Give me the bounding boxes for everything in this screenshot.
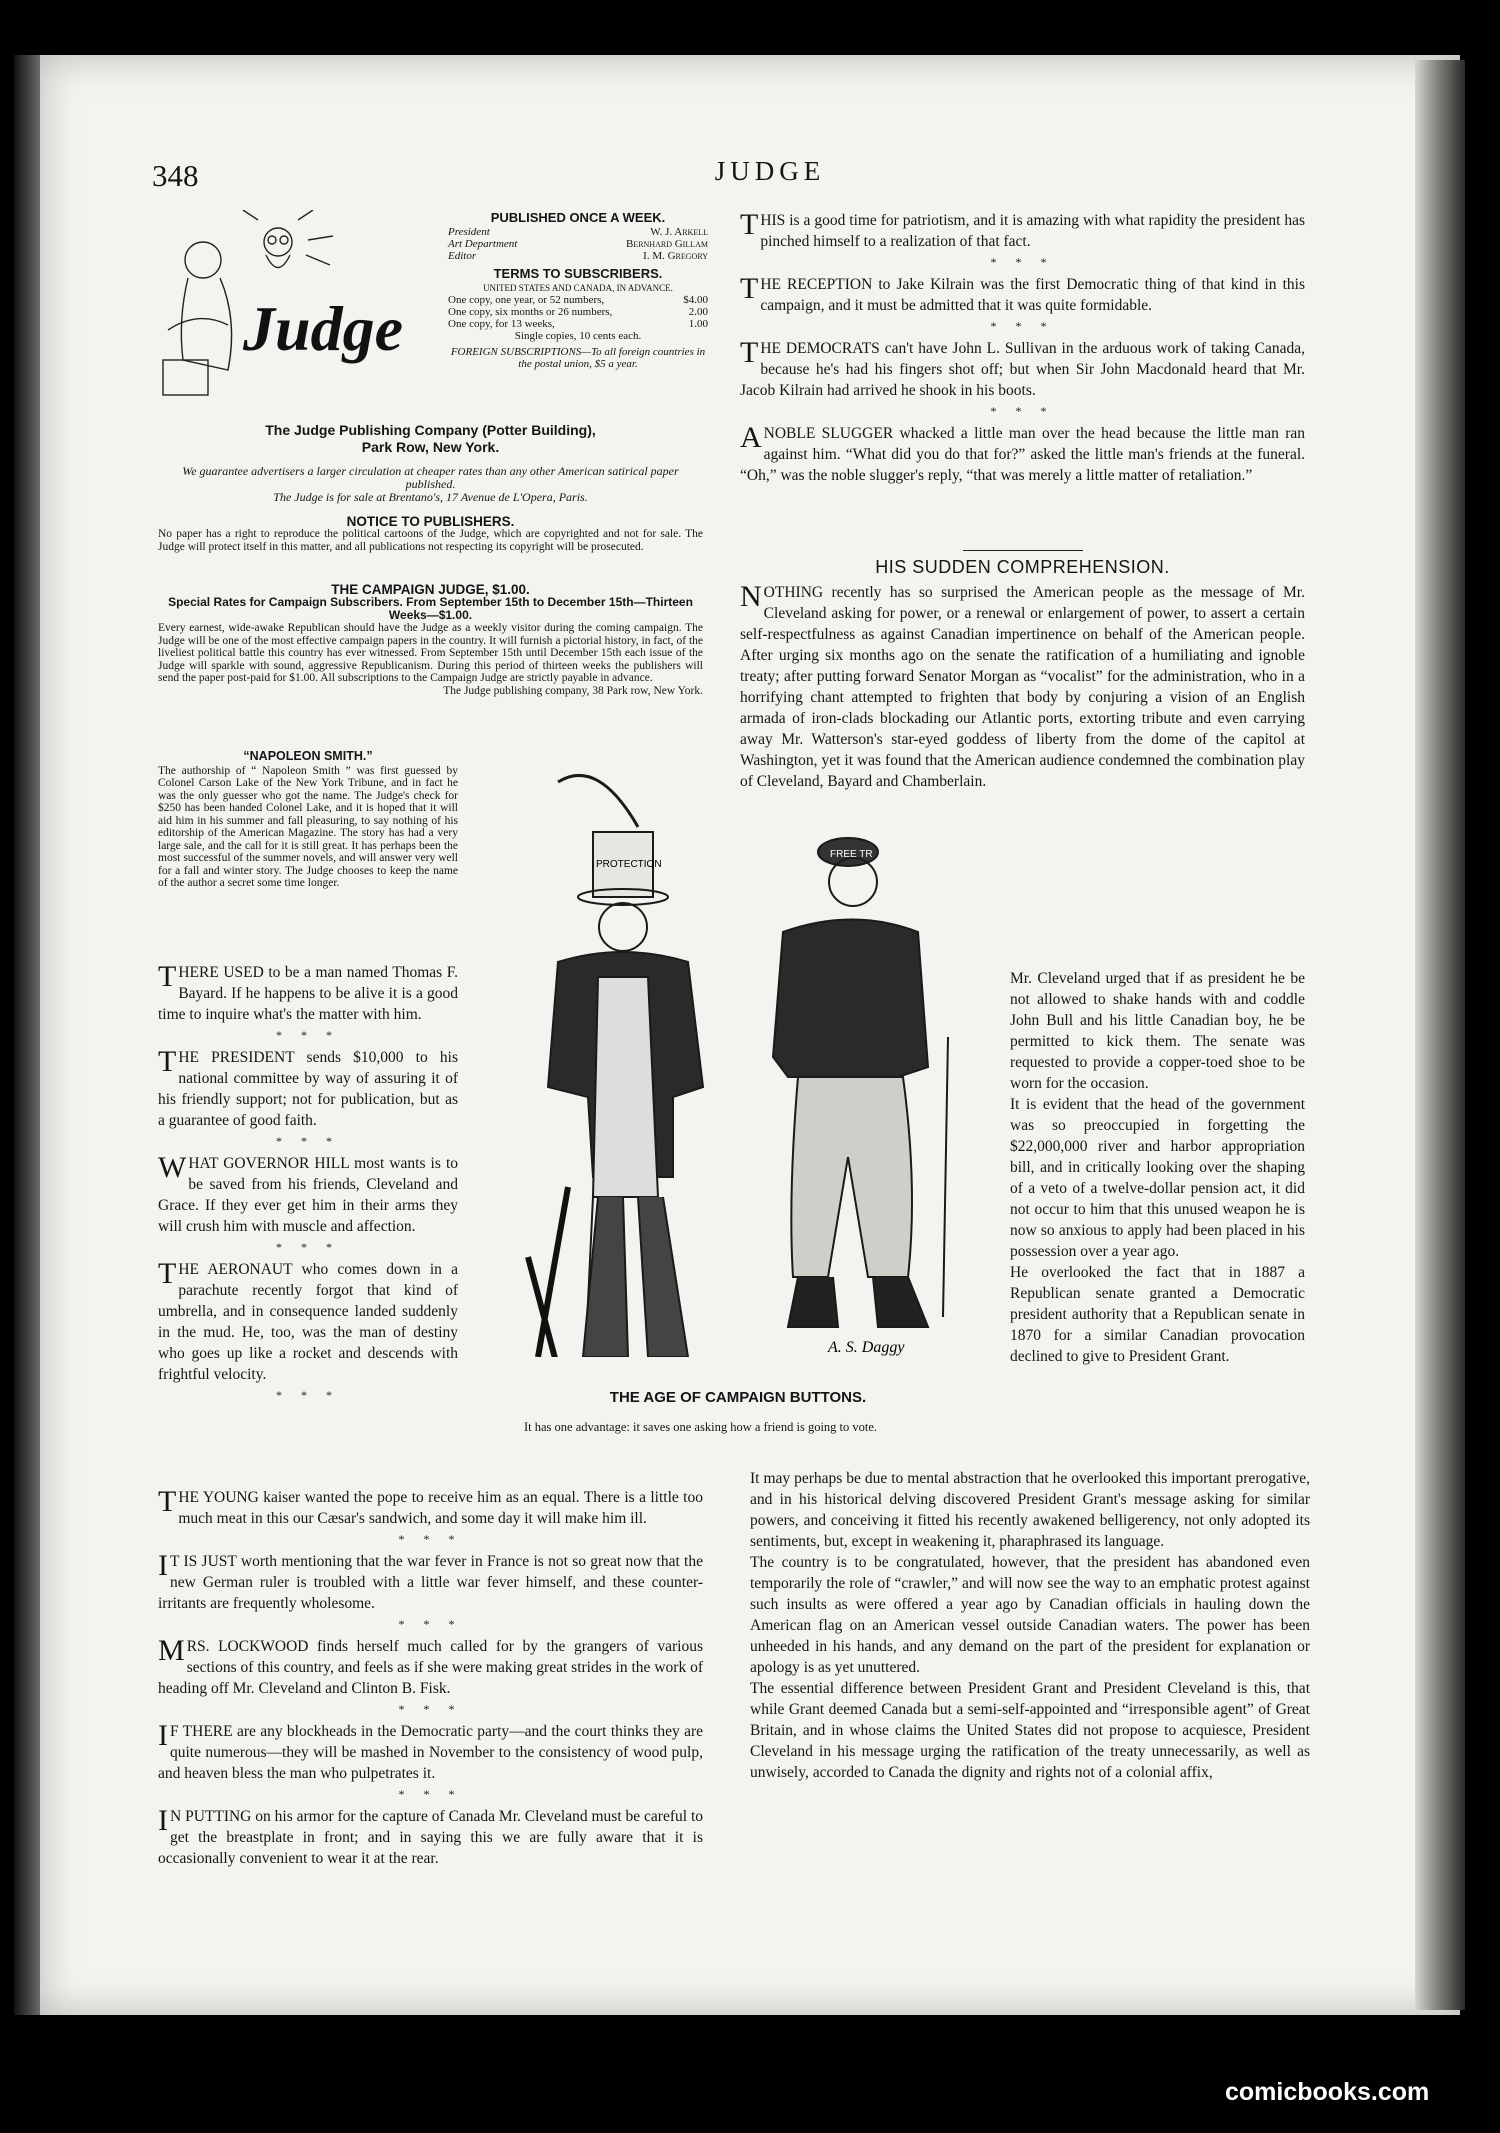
news-item: WHAT GOVERNOR HILL most wants is to be saved from his friends, Cleveland and Grace. If they ever get him in their arms they will crush him with muscle and affection. (158, 1151, 458, 1235)
company-name: The Judge Publishing Company (Potter Building), (265, 422, 596, 438)
published-heading: PUBLISHED ONCE A WEEK. (490, 210, 666, 225)
divider-stars: * * * (398, 1702, 463, 1716)
article-para-1: NOTHING recently has so surprised the American people as the message of Mr. Cleveland asking for power, or a renewal or enlargement of power, to assert a certain self-respectfulness as against Canadian impertinence on behalf of the American people. After urging six months ago on the senate the ratification of a humiliating and ignoble treaty; after putting forward Senator Morgan as “vocalist” for the administration, who in a horrifying chant attempted to frighten that body by conjuring a vision of an English armada of iron-clads blockading our Atlantic ports, extorting tribute and even carrying away Mr. Watterson's star-eyed goddess of liberty from the dome of the capitol at Washington, yet it was found that the American audience condemned the combination play of Cleveland, Bayard and Chamberlain. (740, 580, 1305, 790)
napoleon-text: The authorship of “ Napoleon Smith ” was first guessed by Colonel Carson Lake of the New York Tribune, and in fact he was the only guesser who got the name. The Judge's check for $250 has been handed Colonel Lake, and it is hoped that it will aid him in his summer and fall pleasuring, to say nothing of his editorship of the American Magazine. The story has had a very large sale, and the call for it is still great. It has perhaps been the most successful of the summer novels, and will answer very well for a fall and winter story. The Judge chooses to keep the name of the author a secret some time longer. (158, 764, 458, 889)
campaign-heading: THE CAMPAIGN JUDGE, $1.00. (331, 582, 530, 597)
article-continued-narrow (1010, 968, 1305, 1367)
divider-stars: * * * (990, 255, 1055, 269)
terms-heading: TERMS TO SUBSCRIBERS. (493, 266, 663, 281)
divider-stars: * * * (398, 1532, 463, 1546)
news-item: THE YOUNG kaiser wanted the pope to receive him as an equal. There is a little too much meat in this our Cæsar's sandwich, and some day it will make him ill. (158, 1485, 703, 1527)
logo-wordmark: Judge (243, 293, 403, 364)
article-para-6: The country is to be congratulated, however, that the president has abandoned even temporarily the role of “crawler,” and will now see the way to an emphatic protest against such insults as were offered a year ago by Canadian officials in hauling down the American flag on an American vessel outside Canadian waters. The power has been unheeded in his hands, and any demand on the part of the president for explanation or apology is as yet unuttered. (750, 1554, 1310, 1676)
notice-section (158, 515, 703, 553)
page-binding-shadow (14, 55, 40, 2015)
hat-left-label: PROTECTION (596, 859, 662, 870)
single-copies: Single copies, 10 cents each. (514, 330, 642, 342)
news-item: I N PUTTING on his armor for the capture of Canada Mr. Cleveland must be careful to get the breastplate in front; and in saying this we are fully aware that it is occasionally convenient to wear it at the rear. (158, 1804, 703, 1867)
site-watermark: comicbooks.com (1225, 2078, 1430, 2106)
news-item: MRS. LOCKWOOD finds herself much called for by the grangers of various sections of this country, and feels as if she were making great strides in the work of heading off Mr. Cleveland and Clinton B. Fisk. (158, 1634, 703, 1697)
campaign-section (158, 583, 703, 697)
left-paragraphs (158, 962, 458, 1407)
article-para-3: It is evident that the head of the government was so preoccupied in forgetting the $22,000,000 river and harbor appropriation bill, and in critically looking over the shaping of a veto of a twelve-dollar pension act, it did not occur to him that this unused weapon he is now so anxious to apply had been placed in his possession over a year ago. (1010, 1096, 1305, 1260)
divider-stars: * * * (398, 1617, 463, 1631)
campaign-sign: The Judge publishing company, 38 Park row, New York. (443, 684, 703, 697)
divider-stars: * * * (398, 1787, 463, 1801)
masthead-box (448, 210, 708, 370)
article-para-4: He overlooked the fact that in 1887 a Republican senate granted a Democratic president authority that a Republican senate in 1870 for a similar Canadian provocation declined to give to President Grant. (1010, 1264, 1305, 1365)
news-item: I T IS JUST worth mentioning that the war fever in France is not so great now that the new German ruler is troubled with a little war fever himself, and these counter-irritants are frequently wholesome. (158, 1549, 703, 1612)
article-para-2: Mr. Cleveland urged that if as president he be not allowed to shake hands with and coddle John Bull and his little Canadian boy, he be permitted to kick them. The senate was requested to provide a copper-toed shoe to be worn for the occasion. (1010, 970, 1305, 1092)
company-address: Park Row, New York. (361, 439, 500, 455)
bottom-paragraphs (158, 1487, 703, 1869)
article-header (740, 550, 1305, 792)
staff-row: Art Department Bernhard Gillam (448, 238, 708, 250)
running-header: JUDGE (714, 156, 826, 186)
right-paragraphs (740, 210, 1305, 486)
news-item: THERE USED to be a man named Thomas F. Bayard. If he happens to be alive it is a good time to inquire what's the matter with him. (158, 960, 458, 1023)
page-number: 348 (152, 158, 199, 193)
artist-signature: A. S. Daggy (828, 1339, 905, 1356)
news-item: THE DEMOCRATS can't have John L. Sullivan in the arduous work of taking Canada, because he's had his fingers shot off; but when Sir John Macdonald heard that Mr. Jacob Kilrain had arrived he shook in his boots. (740, 336, 1305, 399)
napoleon-section (158, 750, 458, 890)
divider-stars: * * * (276, 1388, 340, 1402)
article-para-7: The essential difference between President Grant and President Cleveland is this, that while Grant deemed Canada but a semi-self-appointed and “irresponsible agent” of Great Britain, and in whose claims the United States did not propose to acquiesce, President Cleveland in his message urging the ratification of the treaty unnecessarily, as well as unwisely, accorded to Canada the dignity and rights not of a colonial affix, (750, 1680, 1310, 1781)
guarantee-block (158, 465, 703, 504)
paris-text: The Judge is for sale at Brentano's, 17 Avenue de L'Opera, Paris. (273, 490, 588, 504)
news-item: THE PRESIDENT sends $10,000 to his national committee by way of assuring it of his friendly support; not for publication, but as a guarantee of good faith. (158, 1045, 458, 1129)
judge-logo-illustration (158, 210, 438, 405)
hat-right-label: FREE TR (830, 849, 873, 860)
article-continued-wide (750, 1468, 1310, 1783)
terms-region: UNITED STATES AND CANADA, IN ADVANCE. (483, 283, 673, 293)
divider-stars: * * * (276, 1028, 340, 1042)
napoleon-heading: “NAPOLEON SMITH.” (243, 749, 373, 763)
staff-row: Editor I. M. Gregory (448, 250, 708, 262)
terms-row: One copy, for 13 weeks, 1.00 (448, 318, 708, 330)
article-para-5: It may perhaps be due to mental abstraction that he overlooked this important prerogative, and in his historical delving discovered President Grant's message asking for similar powers, and conceiving it fitted his recently awakened belligerency, not only adopted its sentiments, but, except in weakening it, pharaphrased its language. (750, 1470, 1310, 1550)
staff-row: President W. J. Arkell (448, 226, 708, 238)
news-item: THE RECEPTION to Jake Kilrain was the first Democratic thing of that kind in this campaign, and it must be admitted that it was quite formidable. (740, 272, 1305, 314)
divider-stars: * * * (990, 404, 1055, 418)
divider-stars: * * * (276, 1240, 340, 1254)
foreign-subscriptions: FOREIGN SUBSCRIPTIONS—To all foreign countries in the postal union, $5 a year. (450, 346, 706, 370)
news-item: THIS is a good time for patriotism, and it is amazing with what rapidity the president has pinched himself to a realization of that fact. (740, 208, 1305, 250)
campaign-text: Every earnest, wide-awake Republican should have the Judge as a weekly visitor during the coming campaign. The Judge will be one of the most effective campaign papers in the country. It will furnish a pictorial history, in fact, of the liveliest political battle this country has ever witnessed. From September 15th until December 15th each issue of the Judge will sparkle with sound, aggressive Republicanism. During this period of thirteen weeks the publishers will send the paper post-paid for $1.00. All subscriptions to the Campaign Judge are strictly payable in advance. (158, 622, 703, 684)
divider-stars: * * * (990, 319, 1055, 333)
terms-row: One copy, six months or 26 numbers, 2.00 (448, 306, 708, 318)
page-curl-edge (1415, 60, 1465, 2010)
company-block (158, 422, 703, 456)
notice-text: No paper has a right to reproduce the political cartoons of the Judge, which are copyrighted and not for sale. The Judge will protect itself in this matter, and all publications not respecting its copyright will be prosecuted. (158, 528, 703, 553)
news-item: I F THERE are any blockheads in the Democratic party—and the court thinks they are quite numerous—they will be mashed in November to the consistency of wood pulp, and heaven bless the man who pulpetrates it. (158, 1719, 703, 1782)
divider-stars: * * * (276, 1134, 340, 1148)
campaign-buttons-cartoon (498, 757, 1003, 1357)
news-item: A NOBLE SLUGGER whacked a little man over the head because the little man ran against him. “What did you do that for?” asked the little man's friends at the funeral. “Oh,” was the noble slugger's reply, “that was merely a little matter of retaliation.” (740, 421, 1305, 484)
cartoon-title: THE AGE OF CAMPAIGN BUTTONS. (609, 1389, 867, 1406)
terms-row: One copy, one year, or 52 numbers, $4.00 (448, 294, 708, 306)
cartoon-caption: It has one advantage: it saves one asking how a friend is going to vote. (524, 1420, 878, 1434)
news-item: THE AERONAUT who comes down in a parachute recently forgot that kind of umbrella, and in consequence landed suddenly in the mud. He, too, was the man of destiny who goes up like a rocket and descends with frightful velocity. (158, 1257, 458, 1383)
campaign-rates: Special Rates for Campaign Subscribers. From September 15th to December 15th—Thirteen Weeks—$1.00. (168, 595, 693, 622)
title-rule (963, 550, 1083, 551)
notice-heading: NOTICE TO PUBLISHERS. (346, 514, 515, 529)
article-title: HIS SUDDEN COMPREHENSION. (875, 557, 1170, 577)
guarantee-text: We guarantee advertisers a larger circulation at cheaper rates than any other American satirical paper published. (182, 464, 679, 491)
